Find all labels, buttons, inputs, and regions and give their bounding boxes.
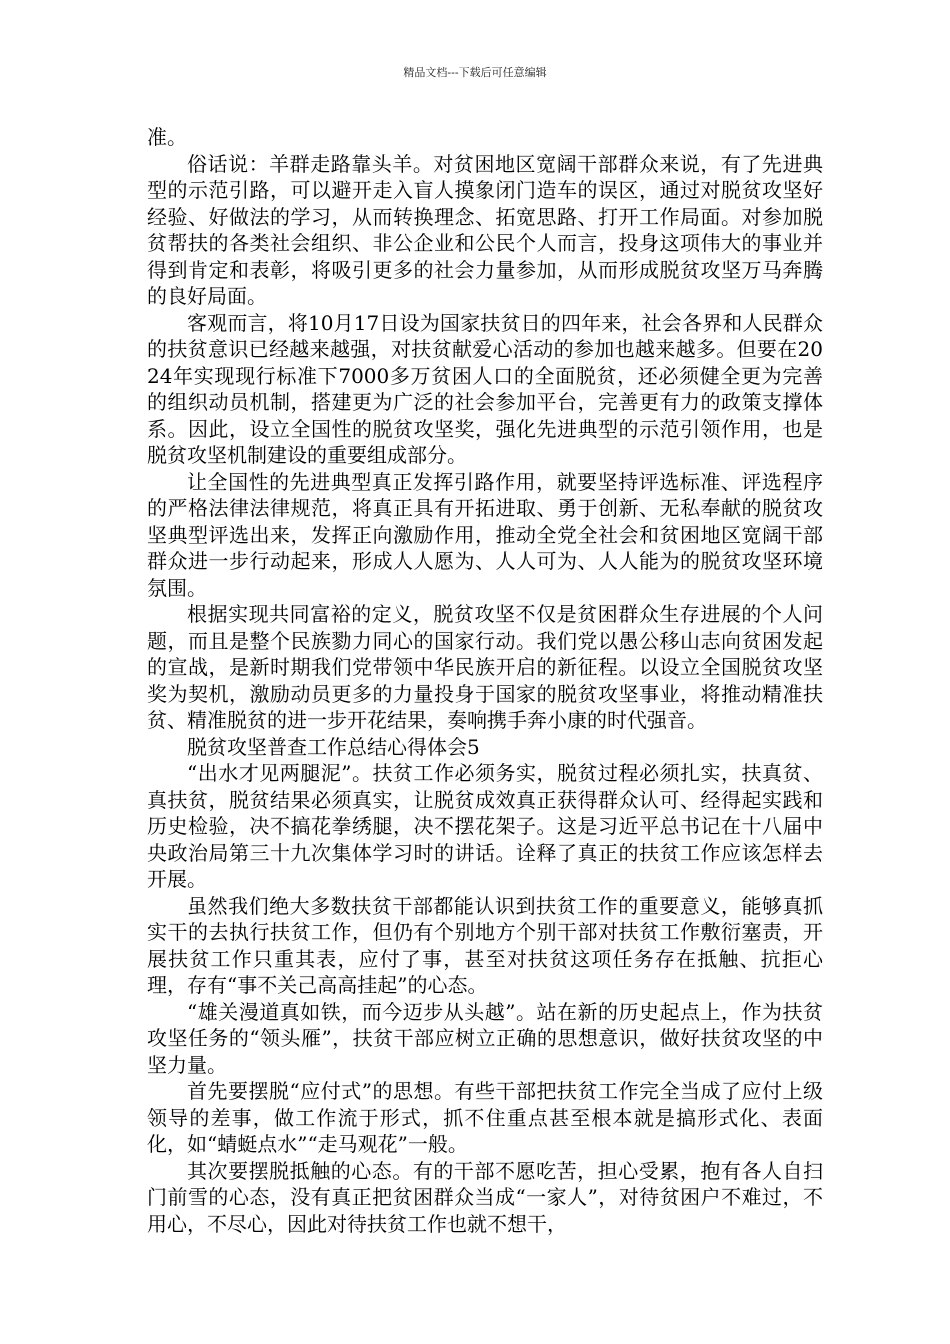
document-body [147, 124, 823, 1237]
paragraph: 俗话说：羊群走路靠头羊。对贫困地区宽阔干部群众来说，有了先进典型的示范引路，可以避开走入盲人摸象闭门造车的误区，通过对脱贫攻坚好经验、好做法的学习，从而转换理念、拓宽思路、打开工作局面。对参加脱贫帮扶的各类社会组织、非公企业和公民个人而言，投身这项伟大的事业并得到肯定和表彰，将吸引更多的社会力量参加，从而形成脱贫攻坚万马奔腾的良好局面。 [147, 151, 823, 308]
paragraph: “出水才见两腿泥”。扶贫工作必须务实，脱贫过程必须扎实，扶真贫、真扶贫，脱贫结果必须真实，让脱贫成效真正获得群众认可、经得起实践和历史检验，决不搞花拳绣腿，决不摆花架子。这是习近平总书记在十八届中央政治局第三十九次集体学习时的讲话。诠释了真正的扶贫工作应该怎样去开展。 [147, 761, 823, 891]
paragraph: 首先要摆脱“应付式”的思想。有些干部把扶贫工作完全当成了应付上级领导的差事，做工作流于形式，抓不住重点甚至根本就是搞形式化、表面化，如“蜻蜓点水”“走马观花”一般。 [147, 1079, 823, 1156]
paragraph: 其次要摆脱抵触的心态。有的干部不愿吃苦，担心受累，抱有各人自扫门前雪的心态，没有真正把贫困群众当成“一家人”，对待贫困户不难过，不用心，不尽心，因此对待扶贫工作也就不想干， [147, 1158, 823, 1236]
paragraph: 准。 [147, 125, 187, 149]
paragraph: “雄关漫道真如铁，而今迈步从头越”。站在新的历史起点上，作为扶贫攻坚任务的“领头雁”，扶贫干部应树立正确的思想意识，做好扶贫攻坚的中坚力量。 [147, 999, 823, 1077]
page-header: 精品文档---下载后可任意编辑 [403, 66, 547, 79]
paragraph: 让全国性的先进典型真正发挥引路作用，就要坚持评选标准、评选程序的严格法律法律规范，将真正具有开拓进取、勇于创新、无私奉献的脱贫攻坚典型评选出来，发挥正向激励作用，推动全党全社会和贫困地区宽阔干部群众进一步行动起来，形成人人愿为、人人可为、人人能为的脱贫攻坚环境氛围。 [147, 469, 823, 600]
paragraph: 虽然我们绝大多数扶贫干部都能认识到扶贫工作的重要意义，能够真抓实干的去执行扶贫工作，但仍有个别地方个别干部对扶贫工作敷衍塞责，开展扶贫工作只重其表，应付了事，甚至对扶贫这项任务存在抵触、抗拒心理，存有“事不关己高高挂起”的心态。 [147, 893, 823, 997]
section-heading: 脱贫攻坚普查工作总结心得体会5 [187, 734, 480, 759]
paragraph: 客观而言，将10月17日设为国家扶贫日的四年来，社会各界和人民群众的扶贫意识已经越来越强，对扶贫献爱心活动的参加也越来越多。但要在2024年实现现行标准下7000多万贫困人口的全面脱贫，还必须健全更为完善的组织动员机制，搭建更为广泛的社会参加平台，完善更有力的政策支撑体系。因此，设立全国性的脱贫攻坚奖，强化先进典型的示范引领作用，也是脱贫攻坚机制建设的重要组成部分。 [147, 310, 823, 467]
paragraph: 根据实现共同富裕的定义，脱贫攻坚不仅是贫困群众生存进展的个人问题，而且是整个民族勠力同心的国家行动。我们党以愚公移山志向贫困发起的宣战，是新时期我们党带领中华民族开启的新征程。以设立全国脱贫攻坚奖为契机，激励动员更多的力量投身于国家的脱贫攻坚事业，将推动精准扶贫、精准脱贫的进一步开花结果，奏响携手奔小康的时代强音。 [147, 602, 823, 732]
